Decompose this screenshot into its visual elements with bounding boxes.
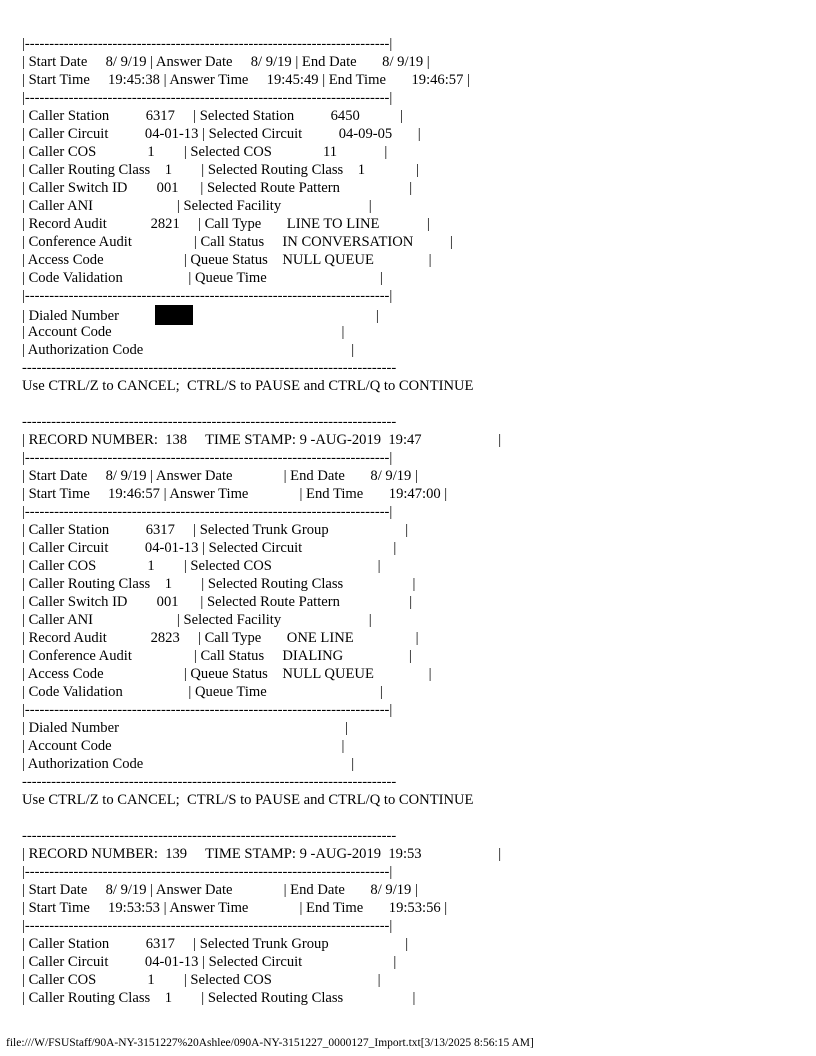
- text-line: | Conference Audit | Call Status DIALING |: [22, 648, 412, 664]
- text-line: | Conference Audit | Call Status IN CONVERSATION |: [22, 234, 453, 250]
- text-line: | Access Code | Queue Status NULL QUEUE |: [22, 666, 432, 682]
- text-line: -----------------------------------------------------------------------------: [22, 414, 397, 430]
- text-line: | Caller Circuit 04-01-13 | Selected Circuit |: [22, 540, 397, 556]
- text-line: | Caller Routing Class 1 | Selected Routing Class |: [22, 990, 416, 1006]
- text-line: [22, 395, 816, 413]
- line-border: |: [193, 308, 379, 324]
- text-line: | Record Audit 2823 | Call Type ONE LINE |: [22, 630, 419, 646]
- text-line: |---------------------------------------------------------------------------|: [22, 36, 393, 52]
- text-line: -----------------------------------------------------------------------------: [22, 360, 397, 376]
- text-line: | Access Code | Queue Status NULL QUEUE |: [22, 252, 432, 268]
- text-line: | Record Audit 2821 | Call Type LINE TO LINE |: [22, 216, 430, 232]
- text-line: | RECORD NUMBER: 138 TIME STAMP: 9 -AUG-2019 19:47 |: [22, 432, 502, 448]
- text-line: | Start Date 8/ 9/19 | Answer Date | End Date 8/ 9/19 |: [22, 882, 418, 898]
- text-line: |---------------------------------------------------------------------------|: [22, 288, 393, 304]
- text-line: | Start Time 19:45:38 | Answer Time 19:45:49 | End Time 19:46:57 |: [22, 72, 470, 88]
- text-line: | Caller ANI | Selected Facility |: [22, 198, 372, 214]
- text-line: -----------------------------------------------------------------------------: [22, 828, 397, 844]
- text-line: | Dialed Number |: [22, 305, 816, 323]
- text-line: |---------------------------------------------------------------------------|: [22, 504, 393, 520]
- text-line: |---------------------------------------------------------------------------|: [22, 90, 393, 106]
- text-line: |---------------------------------------------------------------------------|: [22, 918, 393, 934]
- text-line: | Start Date 8/ 9/19 | Answer Date | End Date 8/ 9/19 |: [22, 468, 418, 484]
- text-line: | Start Time 19:53:53 | Answer Time | End Time 19:53:56 |: [22, 900, 448, 916]
- text-line: | Account Code |: [22, 738, 345, 754]
- text-line: | Caller Circuit 04-01-13 | Selected Circuit |: [22, 954, 397, 970]
- text-line: | Caller ANI | Selected Facility |: [22, 612, 372, 628]
- text-line: | Caller Station 6317 | Selected Station 6450 |: [22, 108, 403, 124]
- text-line: |---------------------------------------------------------------------------|: [22, 864, 393, 880]
- text-line: | Start Time 19:46:57 | Answer Time | End Time 19:47:00 |: [22, 486, 448, 502]
- text-line: | Dialed Number |: [22, 720, 349, 736]
- text-line: | Code Validation | Queue Time |: [22, 684, 383, 700]
- text-line: |---------------------------------------------------------------------------|: [22, 702, 393, 718]
- text-line: | Caller COS 1 | Selected COS |: [22, 972, 381, 988]
- record-block: [22, 395, 816, 809]
- text-line: Use CTRL/Z to CANCEL; CTRL/S to PAUSE and CTRL/Q to CONTINUE: [22, 792, 474, 808]
- text-line: |---------------------------------------------------------------------------|: [22, 450, 393, 466]
- text-line: | Caller Station 6317 | Selected Trunk Group |: [22, 936, 409, 952]
- text-line: | RECORD NUMBER: 139 TIME STAMP: 9 -AUG-2019 19:53 |: [22, 846, 502, 862]
- text-line: | Caller Circuit 04-01-13 | Selected Circuit 04-09-05 |: [22, 126, 421, 142]
- text-line: | Caller Routing Class 1 | Selected Routing Class |: [22, 576, 416, 592]
- text-line: | Caller Station 6317 | Selected Trunk Group |: [22, 522, 409, 538]
- text-line: | Authorization Code |: [22, 342, 355, 358]
- record-block: [22, 809, 816, 1007]
- redaction-box: [155, 305, 193, 325]
- record-block: [22, 35, 816, 395]
- text-line: [22, 809, 816, 827]
- log-document: [22, 35, 816, 1007]
- text-line: -----------------------------------------------------------------------------: [22, 774, 397, 790]
- text-line: | Caller Routing Class 1 | Selected Routing Class 1 |: [22, 162, 420, 178]
- text-line: | Code Validation | Queue Time |: [22, 270, 383, 286]
- text-line: | Authorization Code |: [22, 756, 355, 772]
- file-path-footer: file:///W/FSUStaff/90A-NY-3151227%20Ashlee/090A-NY-3151227_0000127_Import.txt[3/13/2025 8:56:15 AM]: [6, 1037, 534, 1049]
- text-line: | Start Date 8/ 9/19 | Answer Date 8/ 9/19 | End Date 8/ 9/19 |: [22, 54, 430, 70]
- text-line: | Caller COS 1 | Selected COS |: [22, 558, 381, 574]
- text-line: Use CTRL/Z to CANCEL; CTRL/S to PAUSE and CTRL/Q to CONTINUE: [22, 378, 474, 394]
- text-line: | Caller Switch ID 001 | Selected Route Pattern |: [22, 180, 413, 196]
- text-line: | Account Code |: [22, 324, 345, 340]
- text-line: | Caller Switch ID 001 | Selected Route Pattern |: [22, 594, 413, 610]
- text-line: | Caller COS 1 | Selected COS 11 |: [22, 144, 388, 160]
